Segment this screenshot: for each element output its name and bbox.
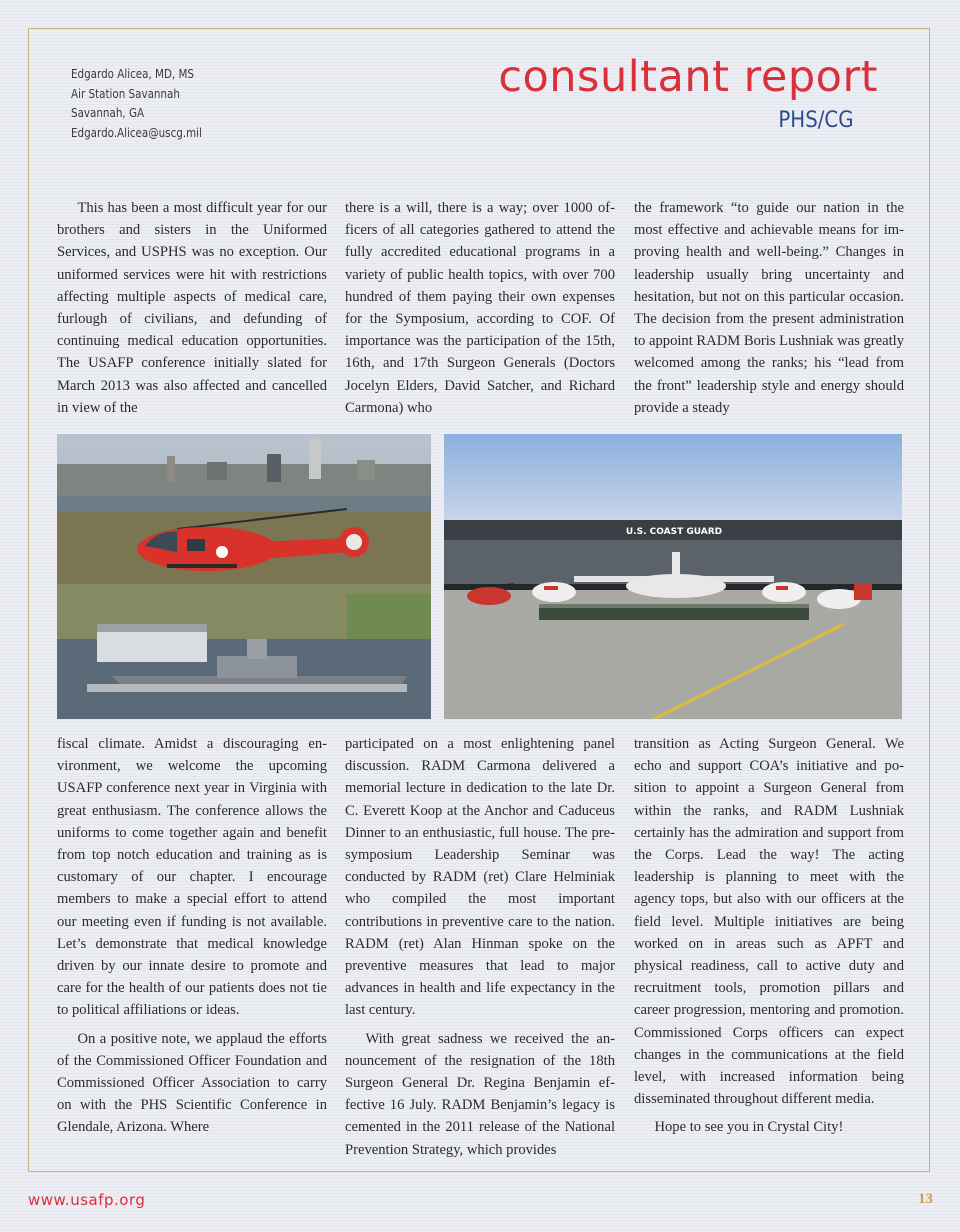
author-name: Edgardo Alicea, MD, MS [71, 66, 195, 81]
author-byline [71, 64, 292, 142]
footer-website-link[interactable]: www.usafp.org [28, 1191, 146, 1209]
paragraph: This has been a most difficult year for our brothers and sisters in the Uniformed Services, and USPHS was no exception. Our uniformed services were hit with restrictions affecting multiple aspects of medical care, furlough of civilians, and defunding of continuing medical education opportunities. The USAFP conference initially slated for March 2013 was also affected and cancelled in view of the [57, 200, 327, 416]
author-email[interactable]: Edgardo.Alicea@uscg.mil [71, 124, 202, 140]
paragraph: the framework “to guide our nation in the most effective and achievable means for improving health and well-being.” Changes in leadership usually bring uncertainty and hesitation, but not on this particular occasion. The decision from the present administration to appoint RADM Boris Lushniak was greatly welcomed among the ranks; his “lead from the front” leadership style and energy should provide a steady [634, 200, 904, 416]
column-2-top [345, 197, 615, 419]
paragraph: there is a will, there is a way; over 1000 officers of all categories gathered to attend the fully accredited educational programs in a variety of public health topics, with over 700 hundred of them paying their own expenses for the Symposium, according to COF. Of importance was the participation of the 15th, 16th, and 17th Surgeon Generals (Doctors Jocelyn Elders, David Satcher, and Richard Carmona) who [345, 200, 615, 416]
column-1-bottom [57, 733, 327, 1139]
hangar-sign: U.S. COAST GUARD [625, 527, 723, 537]
paragraph: participated on a most enlightening panel discussion. RADM Carmona delivered a memorial lecture in dedication to the late Dr. C. Everett Koop at the Anchor and Caduceus Dinner to an enthusiastic, full house. The pre-symposium Leadership Seminar was conducted by RADM (ret) Clare Helminiak who compiled the most important contributions in preventive care to the nation. RADM (ret) Alan Hinman spoke on the preventive measures that lead to major advances in health and life expectancy in the last century. [345, 736, 615, 1019]
helicopter-photo-illustration [57, 434, 431, 719]
page-subtitle: PHS/CG [778, 108, 854, 133]
author-city: Savannah, GA [71, 105, 145, 120]
hangar-photo-illustration [444, 434, 902, 719]
column-1-top [57, 197, 327, 419]
photo-coast-guard-hangar [444, 434, 902, 719]
page-number: 13 [918, 1191, 933, 1207]
column-3-bottom [634, 733, 904, 1139]
paragraph: On a positive note, we applaud the efforts of the Commissioned Officer Foundation and Commissioned Officer Association to carry on with the PHS Scientific Conference in Glendale, Arizona. Where [57, 1030, 327, 1136]
page-title: consultant report [498, 52, 878, 102]
paragraph: With great sadness we received the announcement of the resignation of the 18th Surgeon General Dr. Regina Benjamin effective 16 July. RADM Benjamin’s legacy is cemented in the 2011 release of the National Prevention Strategy, which provides [345, 1030, 615, 1158]
column-2-bottom [345, 733, 615, 1161]
paragraph: fiscal climate. Amidst a discouraging environment, we welcome the upcoming USAFP conference next year in Virginia with great enthusiasm. The conference allows the uniforms to come together again and benefit from top notch education and training as is customary of our chapter. I encourage members to make a special effort to attend our meeting even if funding is not available. Let’s demonstrate that medical knowledge driven by our innate desire to promote and care for the health of our patients does not tie to political affiliations or ideas. [57, 736, 327, 1019]
paragraph: Hope to see you in Crystal City! [654, 1119, 844, 1136]
photo-helicopter-waterfront [57, 434, 431, 719]
author-station: Air Station Savannah [71, 85, 180, 101]
paragraph: transition as Acting Surgeon General. We echo and support COA’s initiative and position to appoint a Surgeon General from within the ranks, and RADM Lushniak certainly has the admiration and support from the Corps. Lead the way! The acting leadership is planning to meet with the agency tops, but also with our officers at the field level. Multiple initiatives are being worked on in areas such as APFT and physical readiness, call to active duty and recruitment tools, promotion pillars and career progression, mentoring and promotion. Commissioned Corps officers can expect changes in the communications at the field level, with increased information being disseminated throughout different media. [634, 736, 904, 1108]
column-3-top [634, 197, 904, 419]
